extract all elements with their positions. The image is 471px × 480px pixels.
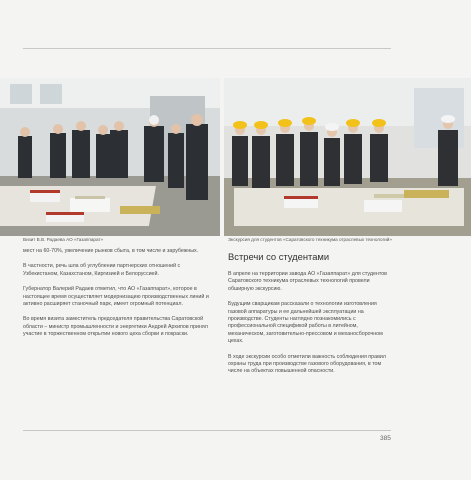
paragraph: Во время визита заместитель председателя правительства Саратовской области – министр промышленности и энергетики Андрей Архипов принял участие в торжественном открытии нового цеха сборки и покраски. xyxy=(23,316,208,338)
paragraph: В частности, речь шла об углублении партнерских отношений с Узбекистаном, Казахстаном, Киргизией и Белоруссией. xyxy=(23,263,181,277)
paragraph: Губернатор Валерий Радаев отметил, что АО «Газаппарат», которое в настоящее время осуществляет модернизацию производственных линий и активно расширяет станочный парк, имеет огромный потенциал. xyxy=(23,286,209,308)
right-text-column xyxy=(228,251,388,384)
paragraph: В апреле на территории завода АО «Газаппарат» для студентов Саратовского техникума отраслевых технологий провели обширную экскурсию. xyxy=(228,271,387,292)
photo-governor-visit xyxy=(0,78,220,236)
page-number: 385 xyxy=(380,435,391,442)
paragraph: Будущим сварщикам рассказали о технологии изготовления газовой аппаратуры и ее дальнейшей эксплуатации на производстве. Студенты наглядно познакомились с профессиональной спецификой работы в литейном, механическом, заготовительно-прессовом и механосборочном цехах. xyxy=(228,301,383,345)
photo-student-excursion xyxy=(224,78,471,236)
top-rule xyxy=(23,48,391,49)
section-heading: Встречи со студентами xyxy=(228,251,330,262)
left-text-column xyxy=(23,248,213,347)
bottom-rule xyxy=(23,430,391,431)
photo-caption-left: Визит В.В. Радаева АО «Газаппарат» xyxy=(23,237,104,242)
photo-caption-right: Экскурсия для студентов «Саратовского техникума отраслевых технологий» xyxy=(228,237,392,242)
paragraph: мест на 60-70%, увеличение рынков сбыта, в том числе и зарубежных. xyxy=(23,248,199,254)
paragraph: В ходе экскурсии особо отметили важность соблюдения правил охраны труда при производстве газового оборудования, в том числе на объектах повышенной опасности. xyxy=(228,353,386,375)
